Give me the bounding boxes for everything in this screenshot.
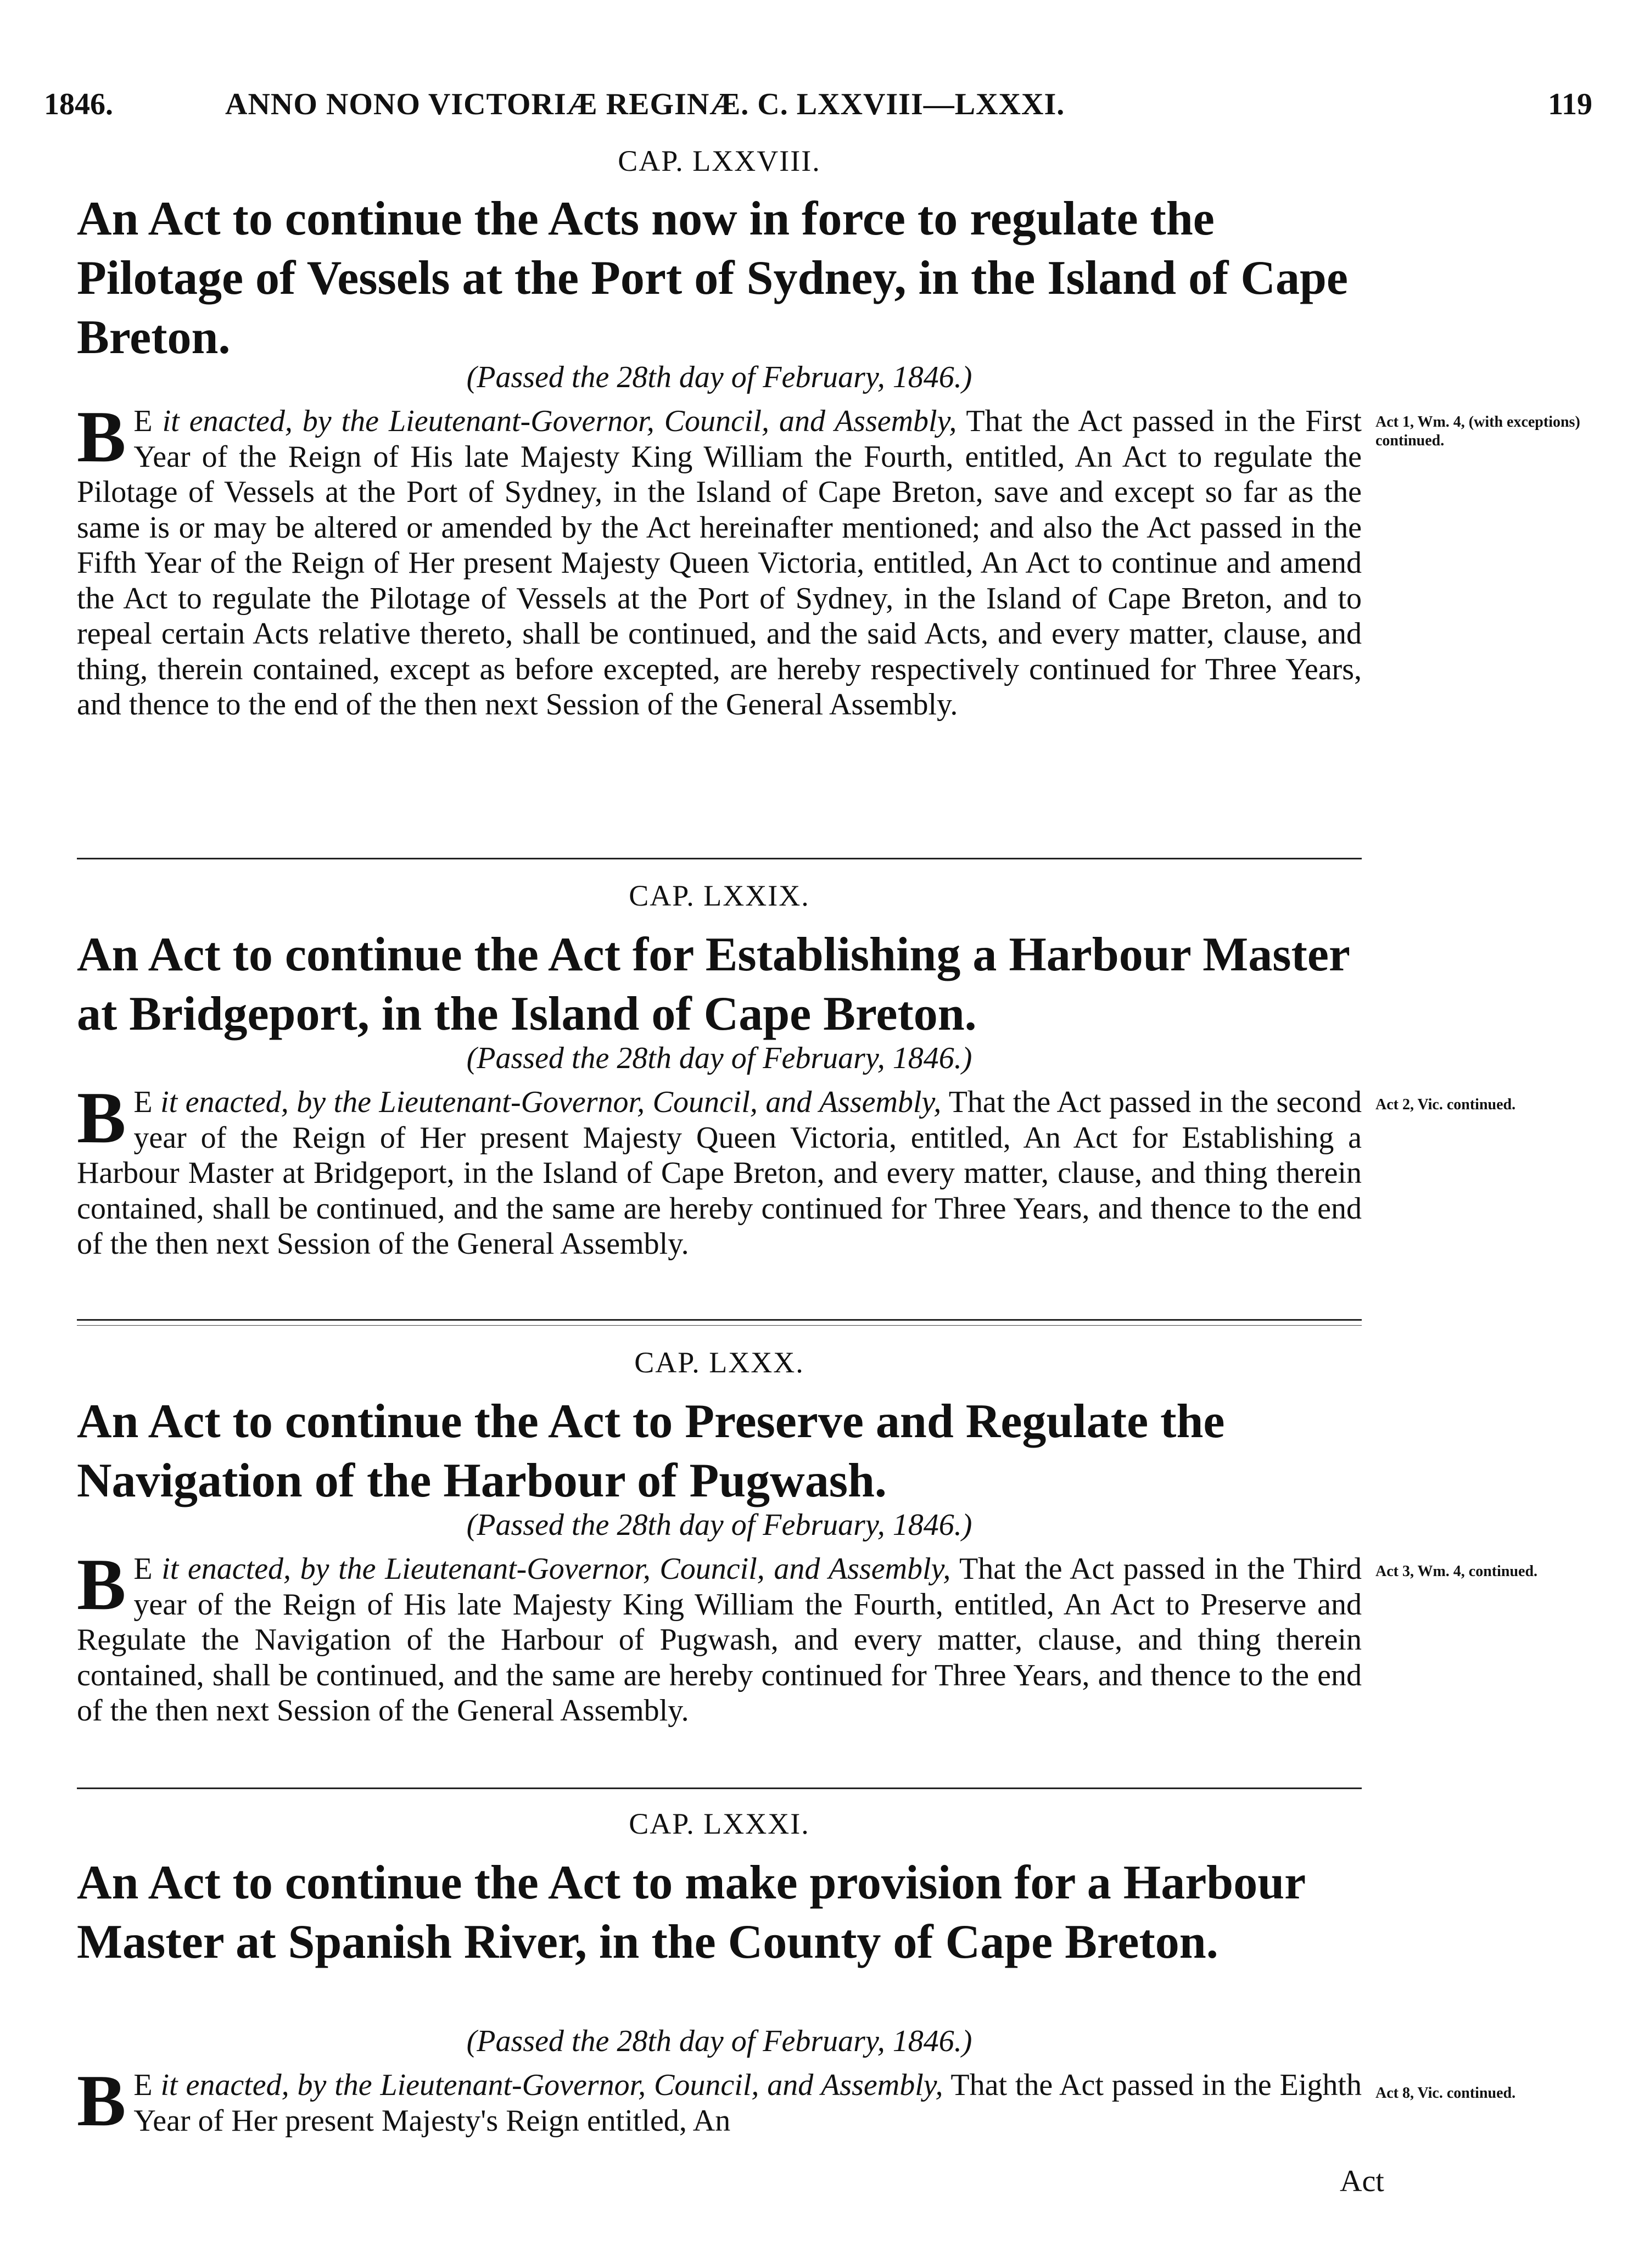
act-1-margin-note: Act 1, Wm. 4, (with exceptions) continued. (1375, 414, 1580, 449)
act-4-lead: E (133, 2068, 153, 2102)
section-divider (77, 858, 1362, 859)
act-4-text: That the Act passed in the Eighth Year of Her present Majesty's Reign entitled, An (133, 2068, 1362, 2138)
act-2-margin-note: Act 2, Vic. continued. (1375, 1096, 1516, 1113)
act-3-chapter: CAP. LXXX. (634, 1346, 804, 1379)
act-1-passed-date: (Passed the 28th day of February, 1846.) (466, 360, 972, 394)
act-1-text: That the Act passed in the First Year of the Reign of His late Majesty King William the Fourth, entitled, An Act to regulate the Pilotage of Vessels at the Port of Sydney, in the Island of Cape Breton, save and except so far as the same is or may be altered or amended by the Act hereinafter mentioned; and also the Act passed in the Fifth Year of the Reign of Her present Majesty Queen Victoria, entitled, An Act to continue and amend the Act to regulate the Pilotage of Vessels at the Port of Sydney, in the Island of Cape Breton, and to repeal certain Acts relative thereto, shall be continued, and the said Acts, and every matter, clause, and thing, therein contained, except as before excepted, are hereby respectively continued for Three Years, and thence to the end of the then next Session of the General Assembly. (77, 404, 1362, 722)
act-1-chapter: CAP. LXXVIII. (618, 144, 821, 177)
act-3-drop-cap: B (77, 1544, 126, 1625)
act-4-drop-cap: B (77, 2060, 126, 2141)
act-3-enacting-clause: it enacted, by the Lieutenant-Governor, Council, and Assembly, (161, 1552, 951, 1586)
act-2-chapter: CAP. LXXIX. (629, 879, 810, 912)
running-header (44, 87, 1592, 136)
act-1-lead: E (133, 404, 153, 438)
act-1-body (77, 396, 1362, 723)
section-divider (77, 1319, 1362, 1326)
act-3-text: That the Act passed in the Third year of the Reign of His late Majesty King William the Fourth, entitled, An Act to Preserve and Regulate the Navigation of the Harbour of Pugwash, and every matter, clause, and thing therein contained, shall be continued, and the same are hereby continued for Three Years, and thence to the end of the then next Session of the General Assembly. (77, 1552, 1362, 1728)
section-divider (77, 1787, 1362, 1789)
act-4-passed-date: (Passed the 28th day of February, 1846.) (466, 2024, 972, 2058)
catchword: Act (1340, 2164, 1384, 2198)
act-4-title: An Act to continue the Act to make provision for a Harbour Master at Spanish River, in the County of Cape Breton. (77, 1856, 1305, 1969)
act-2-text: That the Act passed in the second year of the Reign of Her present Majesty Queen Victoria, entitled, An Act for Establishing a Harbour Master at Bridgeport, in the Island of Cape Breton, and every matter, clause, and thing therein contained, shall be continued, and the same are hereby continued for Three Years, and thence to the end of the then next Session of the General Assembly. (77, 1085, 1362, 1261)
act-1-title: An Act to continue the Acts now in force to regulate the Pilotage of Vessels at the Port of Sydney, in the Island of Cape Breton. (77, 192, 1348, 364)
act-2-passed-date: (Passed the 28th day of February, 1846.) (466, 1041, 972, 1075)
act-1-enacting-clause: it enacted, by the Lieutenant-Governor, Council, and Assembly, (162, 404, 957, 438)
act-2-drop-cap: B (77, 1077, 126, 1158)
act-2-title: An Act to continue the Act for Establishing a Harbour Master at Bridgeport, in the Island of Cape Breton. (77, 928, 1350, 1041)
act-2-enacting-clause: it enacted, by the Lieutenant-Governor, Council, and Assembly, (160, 1085, 942, 1119)
act-4-enacting-clause: it enacted, by the Lieutenant-Governor, Council, and Assembly, (160, 2068, 943, 2102)
page-number: 119 (1548, 87, 1592, 121)
header-title: ANNO NONO VICTORIÆ REGINÆ. C. LXXVIII—LXXXI. (225, 87, 1065, 121)
act-1-drop-cap: B (77, 396, 126, 477)
act-4-body (77, 2060, 1362, 2141)
act-2-lead: E (133, 1085, 153, 1119)
header-year: 1846. (44, 87, 113, 121)
act-3-body (77, 1544, 1362, 1729)
act-4-chapter: CAP. LXXXI. (629, 1807, 810, 1840)
act-3-lead: E (133, 1552, 153, 1586)
act-2-body (77, 1077, 1362, 1262)
act-3-title: An Act to continue the Act to Preserve and Regulate the Navigation of the Harbour of Pugwash. (77, 1395, 1225, 1507)
act-3-passed-date: (Passed the 28th day of February, 1846.) (466, 1508, 972, 1542)
act-4-margin-note: Act 8, Vic. continued. (1375, 2085, 1516, 2102)
act-3-margin-note: Act 3, Wm. 4, continued. (1375, 1563, 1538, 1580)
